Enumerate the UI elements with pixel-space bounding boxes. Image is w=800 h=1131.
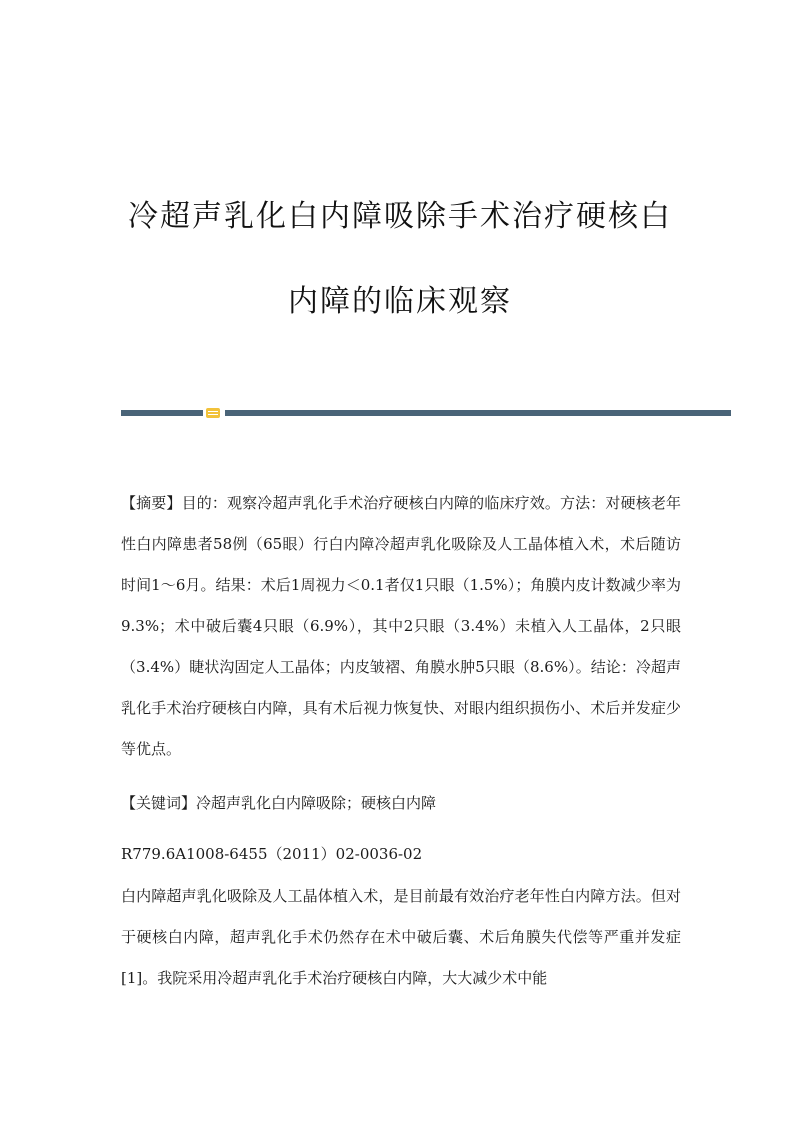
body-paragraph: 白内障超声乳化吸除及人工晶体植入术，是目前最有效治疗老年性白内障方法。但对于硬核白内障，超声乳化手术仍然存在术中破后囊、术后角膜失代偿等严重并发症[1]。我院采用冷超声乳化手术治疗硬核白内障，大大减少术中能 bbox=[121, 887, 681, 987]
book-icon bbox=[206, 408, 220, 418]
document-title-line-2: 内障的临床观察 bbox=[288, 284, 512, 319]
classification-code: R779.6A1008-6455（2011）02-0036-02 bbox=[121, 845, 423, 863]
abstract-text: 目的：观察冷超声乳化手术治疗硬核白内障的临床疗效。方法：对硬核老年性白内障患者58例（65眼）行白内障冷超声乳化吸除及人工晶体植入术，术后随访时间1～6月。结果：术后1周视力＜0.1者仅1只眼（1.5%）；角膜内皮计数减少率为9.3%；术中破后囊4只眼（6.9%），其中2只眼（3.4%）未植入人工晶体，2只眼（3.4%）睫状沟固定人工晶体；内皮皱褶、角膜水肿5只眼（8.6%）。结论：冷超声乳化手术治疗硬核白内障，具有术后视力恢复快、对眼内组织损伤小、术后并发症少等优点。 bbox=[121, 494, 681, 758]
abstract-paragraph bbox=[121, 483, 681, 770]
divider-bar-right bbox=[225, 410, 731, 416]
keywords-paragraph bbox=[121, 783, 681, 824]
keywords-text: 冷超声乳化白内障吸除；硬核白内障 bbox=[196, 794, 437, 812]
document-title-line-1: 冷超声乳化白内障吸除手术治疗硬核白 bbox=[128, 199, 672, 234]
keywords-label: 【关键词】 bbox=[121, 794, 197, 812]
divider-bar-left bbox=[121, 410, 203, 416]
title-divider bbox=[121, 409, 731, 417]
abstract-label: 【摘要】 bbox=[121, 494, 182, 512]
